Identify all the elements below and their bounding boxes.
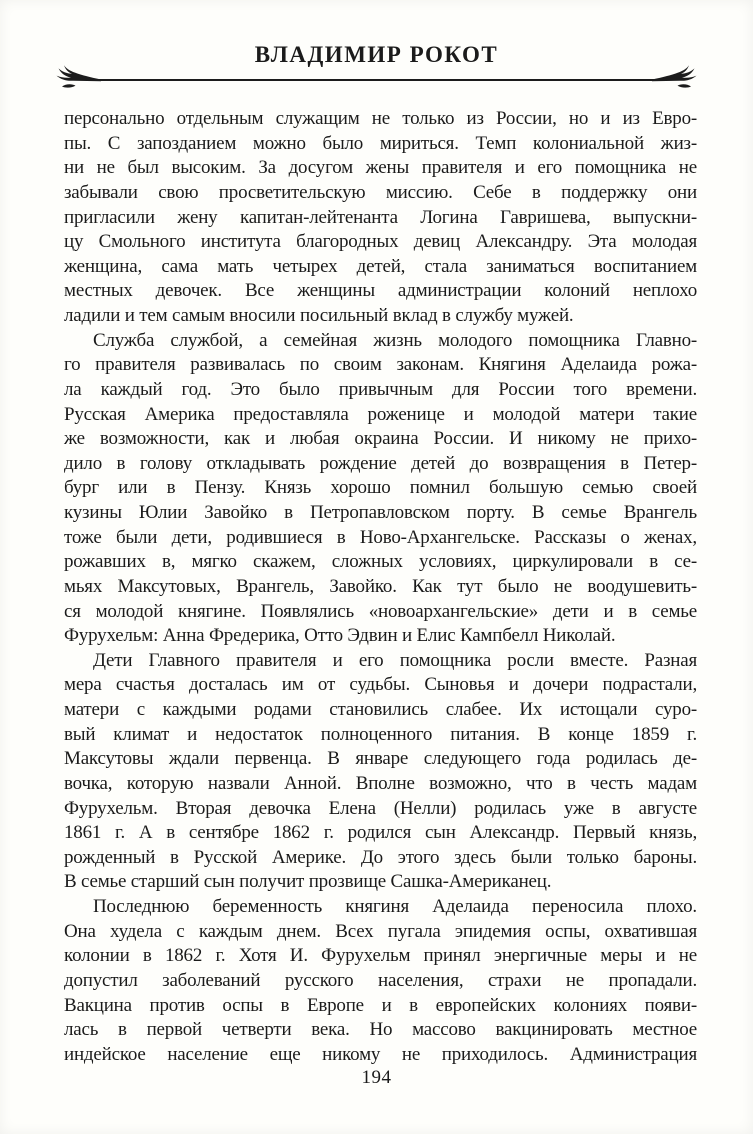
text-line: 1861 г. А в сентябре 1862 г. родился сын Александр. Первый князь, — [64, 822, 697, 844]
text-line: матери с каждыми родами становились слабее. Их истощали суро- — [64, 699, 697, 720]
text-line: дило в голову откладывать рождение детей до возвращения в Петер- — [64, 452, 697, 474]
text-block — [64, 107, 697, 1067]
paragraph — [64, 329, 697, 649]
text-line: го правителя развивалась по своим законам. Княгиня Аделаида рожа- — [64, 354, 697, 376]
text-line: тоже были дети, родившиеся в Ново-Архангельске. Рассказы о женах, — [64, 526, 697, 548]
paragraph — [64, 649, 697, 895]
text-line: бург или в Пензу. Князь хорошо помнил большую семью своей — [64, 477, 697, 499]
text-line: Служба службой, а семейная жизнь молодого помощника Главно- — [93, 329, 697, 351]
header-rule — [56, 64, 697, 94]
text-line: забывали свою просветительскую миссию. Себе в поддержку они — [64, 181, 697, 203]
text-line: рожденный в Русской Америке. До этого здесь были только бароны. — [64, 846, 697, 868]
text-line: лась в первой четверти века. Но массово вакцинировать местное — [64, 1019, 697, 1041]
text-line: кузины Юлии Завойко в Петропавловском порту. В семье Врангель — [64, 502, 697, 523]
text-line: женщина, сама мать четырех детей, стала заниматься воспитанием — [64, 255, 697, 277]
text-line: ладили и тем самым вносили посильный вклад в службу мужей. — [64, 305, 574, 326]
text-line: индейское население еще никому не приходилось. Администрация — [64, 1043, 697, 1065]
text-line: мера счастья досталась им от судьбы. Сыновья и дочери подрастали, — [64, 674, 697, 696]
text-line: вочка, которую назвали Анной. Вполне возможно, что в честь мадам — [64, 772, 697, 794]
flourish-right-icon — [651, 64, 697, 94]
text-line: мьях Максутовых, Врангель, Завойко. Как тут было не воодушевить- — [64, 575, 697, 597]
text-line: вый климат и недостаток полноценного питания. В конце 1859 г. — [64, 723, 697, 745]
text-line: пригласили жену капитан-лейтенанта Логина Гавришева, выпускни- — [64, 206, 697, 228]
text-line: Она худела с каждым днем. Всех пугала эпидемия оспы, охватившая — [64, 920, 697, 942]
text-line: Дети Главного правителя и его помощника росли вместе. Разная — [93, 649, 697, 671]
paragraph — [64, 107, 697, 329]
text-line: допустил заболеваний русского населения, страхи не пропадали. — [64, 969, 697, 991]
text-line: Вакцина против оспы в Европе и в европейских колониях появи- — [64, 994, 697, 1016]
text-line: ся молодой княгине. Появлялись «новоархангельские» дети и в семье — [64, 600, 697, 622]
text-line: Последнюю беременность княгиня Аделаида переносила плохо. — [93, 896, 697, 917]
text-line: ни не был высоким. За досугом жены правителя и его помощника не — [64, 157, 697, 179]
text-line: Максутовы ждали первенца. В январе следующего года родилась де- — [64, 748, 697, 770]
text-line: персонально отдельным служащим не только из России, но и из Евро- — [64, 108, 697, 129]
running-head-title: ВЛАДИМИР РОКОТ — [254, 42, 499, 67]
paragraph — [64, 895, 697, 1067]
text-line: цу Смольного института благородных девиц Александру. Эта молодая — [64, 231, 697, 253]
text-line: Русская Америка предоставляла роженице и молодой матери такие — [64, 403, 697, 425]
page-number: 194 — [361, 1067, 392, 1088]
text-line: В семье старший сын получит прозвище Сашка-Американец. — [64, 871, 552, 893]
text-line: же возможности, как и любая окраина России. И никому не прихо- — [64, 428, 697, 450]
text-line: Фурухельм. Вторая девочка Елена (Нелли) родилась уже в августе — [64, 797, 697, 819]
text-line: местных девочек. Все женщины администрации колоний неплохо — [64, 280, 697, 302]
text-line: Фурухельм: Анна Фредерика, Отто Эдвин и Елис Кампбелл Николай. — [64, 625, 616, 647]
rule-line — [97, 79, 656, 81]
flourish-left-icon — [56, 64, 102, 94]
text-line: ла каждый год. Это было привычным для России того времени. — [64, 378, 697, 400]
text-line: колонии в 1862 г. Хотя И. Фурухельм принял энергичные меры и не — [64, 945, 697, 967]
text-line: рожавших в, мягко скажем, сложных условиях, циркулировали в се- — [64, 551, 697, 573]
text-line: пы. С запозданием можно было мириться. Темп колониальной жиз- — [64, 132, 697, 154]
